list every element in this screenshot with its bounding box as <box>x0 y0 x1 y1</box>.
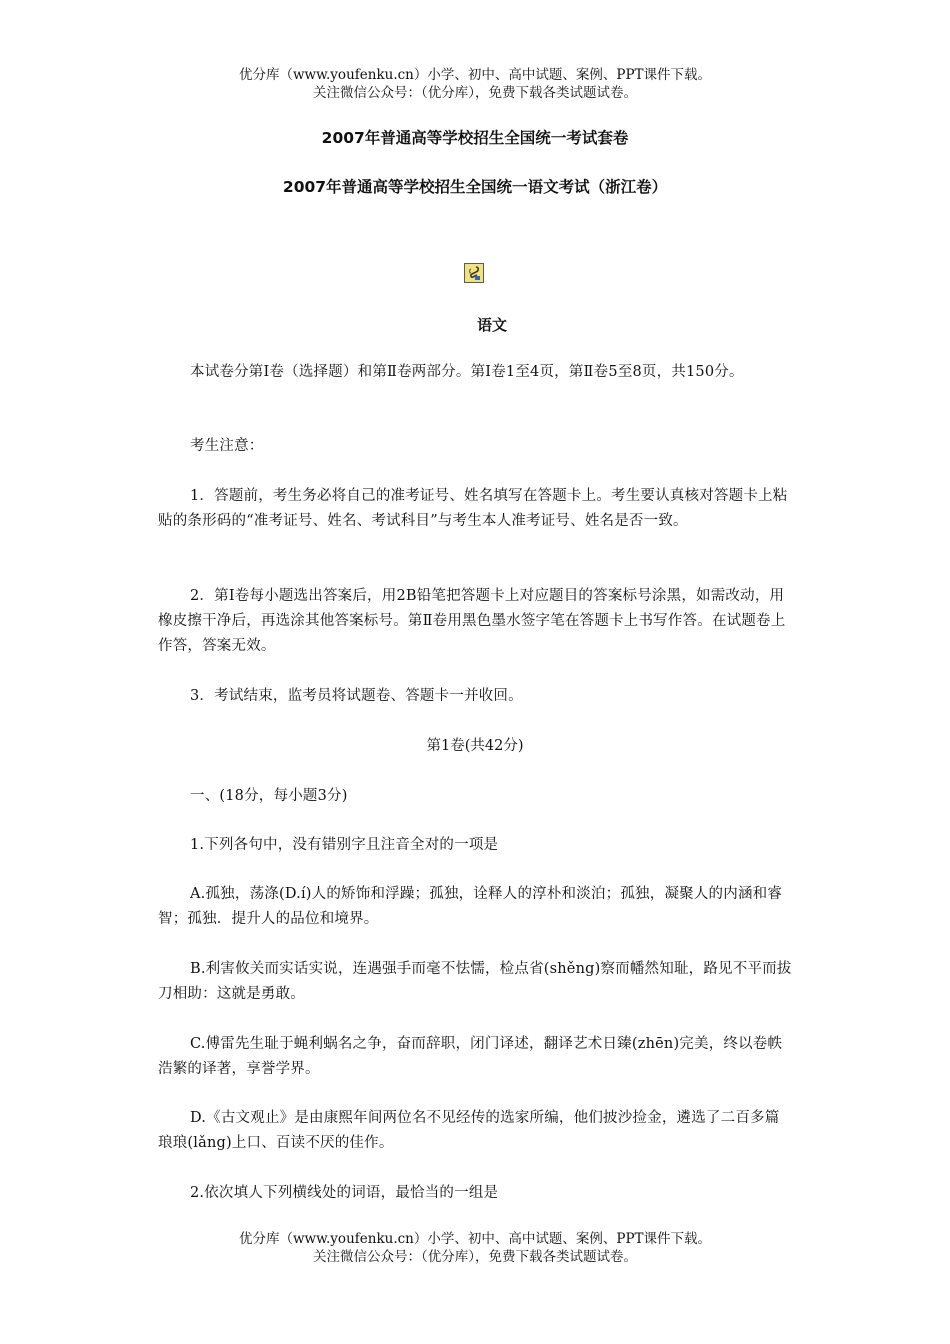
section-title: 第1卷(共42分) <box>426 738 524 754</box>
question-1-option-c: C.傅雷先生耻于蝇利蜗名之争，奋而辞职，闭门译述，翻译艺术日臻(zhēn)完美，终以卷帙浩繁的译著，享誉学界。 <box>158 1036 783 1077</box>
notice-item-1: 1．答题前，考生务必将自己的准考证号、姓名填写在答题卡上。考生要认真核对答题卡上粘贴的条形码的“准考证号、姓名、考试科目”与考生本人准考证号、姓名是否一致。 <box>158 488 788 529</box>
paperclip-icon <box>465 264 483 282</box>
subject-heading: 语文 <box>476 316 507 334</box>
header-line-2: 关注微信公众号：（优分库），免费下载各类试题试卷。 <box>313 85 637 101</box>
question-1-option-a: A.孤独，荡涤(D.í)人的矫饰和浮躁；孤独，诠释人的淳朴和淡泊；孤独，凝聚人的内涵和睿智；孤独．提升人的品位和境界。 <box>158 886 783 927</box>
header-line-1: 优分库（www.youfenku.cn）小学、初中、高中试题、案例、PPT课件下载。 <box>238 67 712 83</box>
notice-title: 考生注意： <box>190 438 264 454</box>
intro-paragraph: 本试卷分第Ⅰ卷（选择题）和第Ⅱ卷两部分。第Ⅰ卷1至4页，第Ⅱ卷5至8页，共150分。 <box>190 364 744 380</box>
main-title: 2007年普通高等学校招生全国统一考试套卷 <box>321 129 629 147</box>
sub-title: 2007年普通高等学校招生全国统一语文考试（浙江卷） <box>282 178 668 196</box>
page-footer <box>0 1230 950 1266</box>
embedded-object-icon[interactable] <box>464 263 484 283</box>
question-1-option-b: B.利害攸关而实话实说，连遇强手而毫不怯懦，检点省(shěng)察而幡然知耻，路见不平而拔刀相助：这就是勇敢。 <box>158 961 792 1002</box>
notice-item-3: 3．考试结束，监考员将试题卷、答题卡一并收回。 <box>190 688 523 704</box>
footer-line-1: 优分库（www.youfenku.cn）小学、初中、高中试题、案例、PPT课件下载。 <box>238 1231 712 1247</box>
question-1-option-d: D.《古文观止》是由康熙年间两位名不见经传的选家所编，他们披沙捡金，遴选了二百多篇琅琅(lǎng)上口、百读不厌的佳作。 <box>158 1110 780 1151</box>
page-header <box>0 66 950 102</box>
footer-line-2: 关注微信公众号：（优分库），免费下载各类试题试卷。 <box>313 1249 637 1265</box>
notice-item-2: 2．第Ⅰ卷每小题选出答案后，用2B铅笔把答题卡上对应题目的答案标号涂黑，如需改动，用橡皮擦干净后，再选涂其他答案标号。第Ⅱ卷用黑色墨水签字笔在答题卡上书写作答。在试题卷上作答，答案无效。 <box>158 588 786 654</box>
question-2-stem: 2.依次填人下列横线处的词语，最恰当的一组是 <box>190 1185 499 1201</box>
part-one-heading: 一、(18分，每小题3分) <box>190 788 348 804</box>
question-1-stem: 1.下列各句中，没有错别字且注音全对的一项是 <box>190 837 499 853</box>
